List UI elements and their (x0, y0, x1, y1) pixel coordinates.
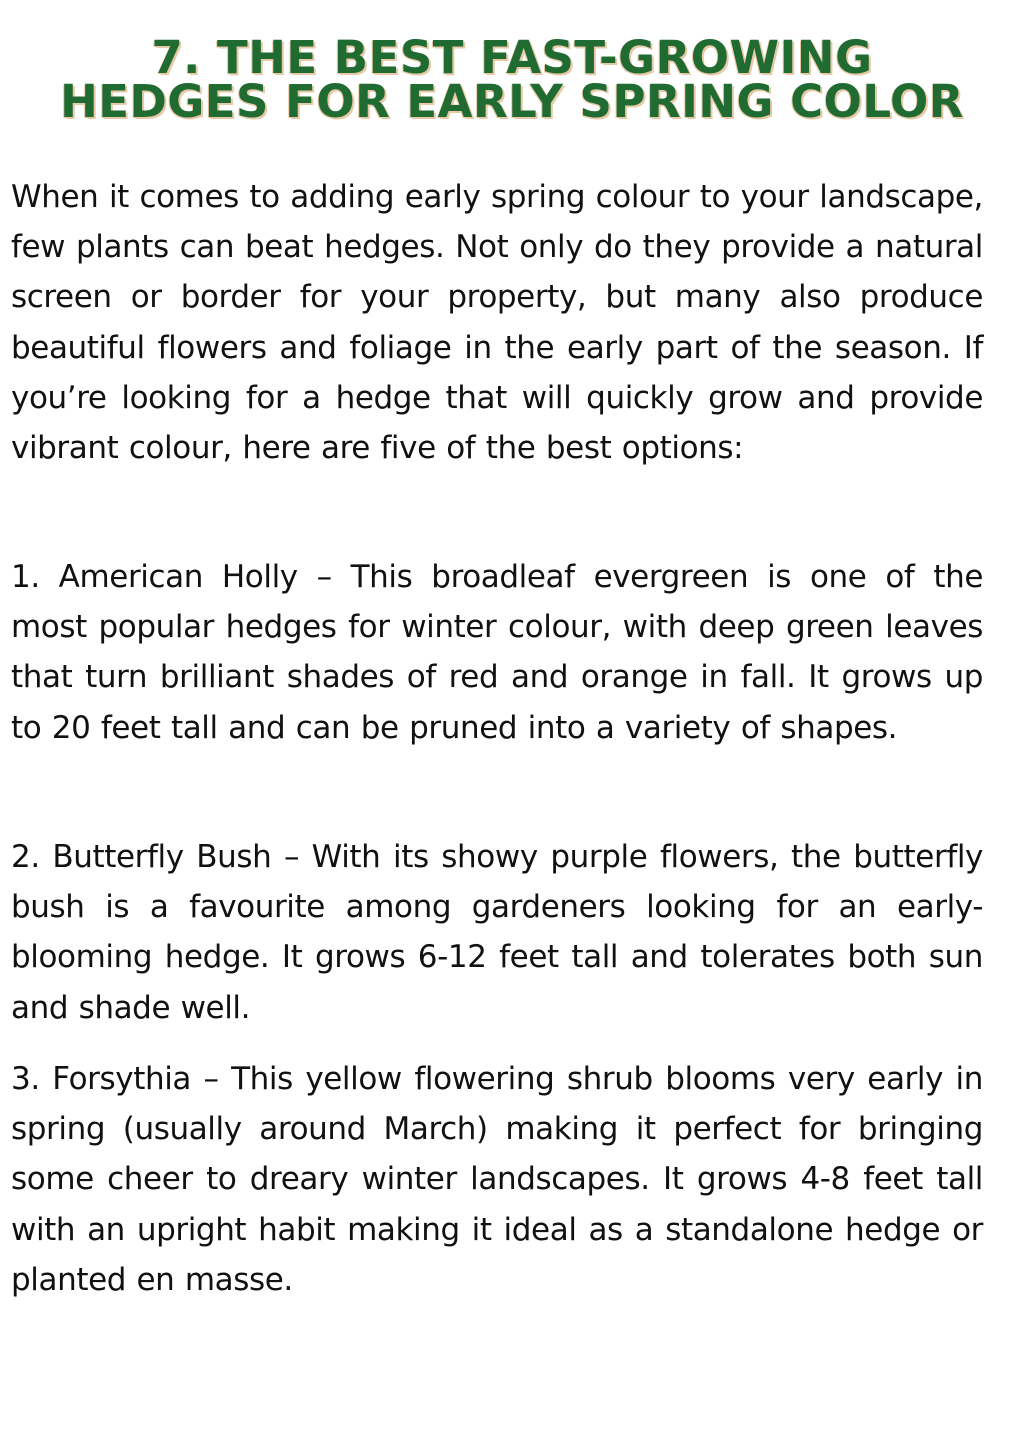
list-item-american-holly: 1. American Holly – This broadleaf evergreen is one of the most popular hedges for winter colour, with deep green leaves that turn brilliant shades of red and orange in fall. It grows up to 20 feet tall and can be pruned into a variety of shapes. (11, 559, 983, 746)
page-title: 7. THE BEST FAST-GROWING HEDGES FOR EARLY SPRING COLOR (60, 31, 964, 128)
list-item-forsythia: 3. Forsythia – This yellow flowering shrub blooms very early in spring (usually around March) making it perfect for bringing some cheer to dreary winter landscapes. It grows 4-8 feet tall with an upright habit making it ideal as a standalone hedge or planted en masse. (11, 1061, 983, 1298)
list-item-butterfly-bush: 2. Butterfly Bush – With its showy purple flowers, the butterfly bush is a favourite among gardeners looking for an early-blooming hedge. It grows 6-12 feet tall and tolerates both sun and shade well. (11, 839, 983, 1026)
intro-paragraph: When it comes to adding early spring colour to your landscape, few plants can beat hedges. Not only do they provide a natural screen or border for your property, but many also produce beautiful flowers and foliage in the early part of the season. If you’re looking for a hedge that will quickly grow and provide vibrant colour, here are five of the best options: (11, 179, 983, 467)
